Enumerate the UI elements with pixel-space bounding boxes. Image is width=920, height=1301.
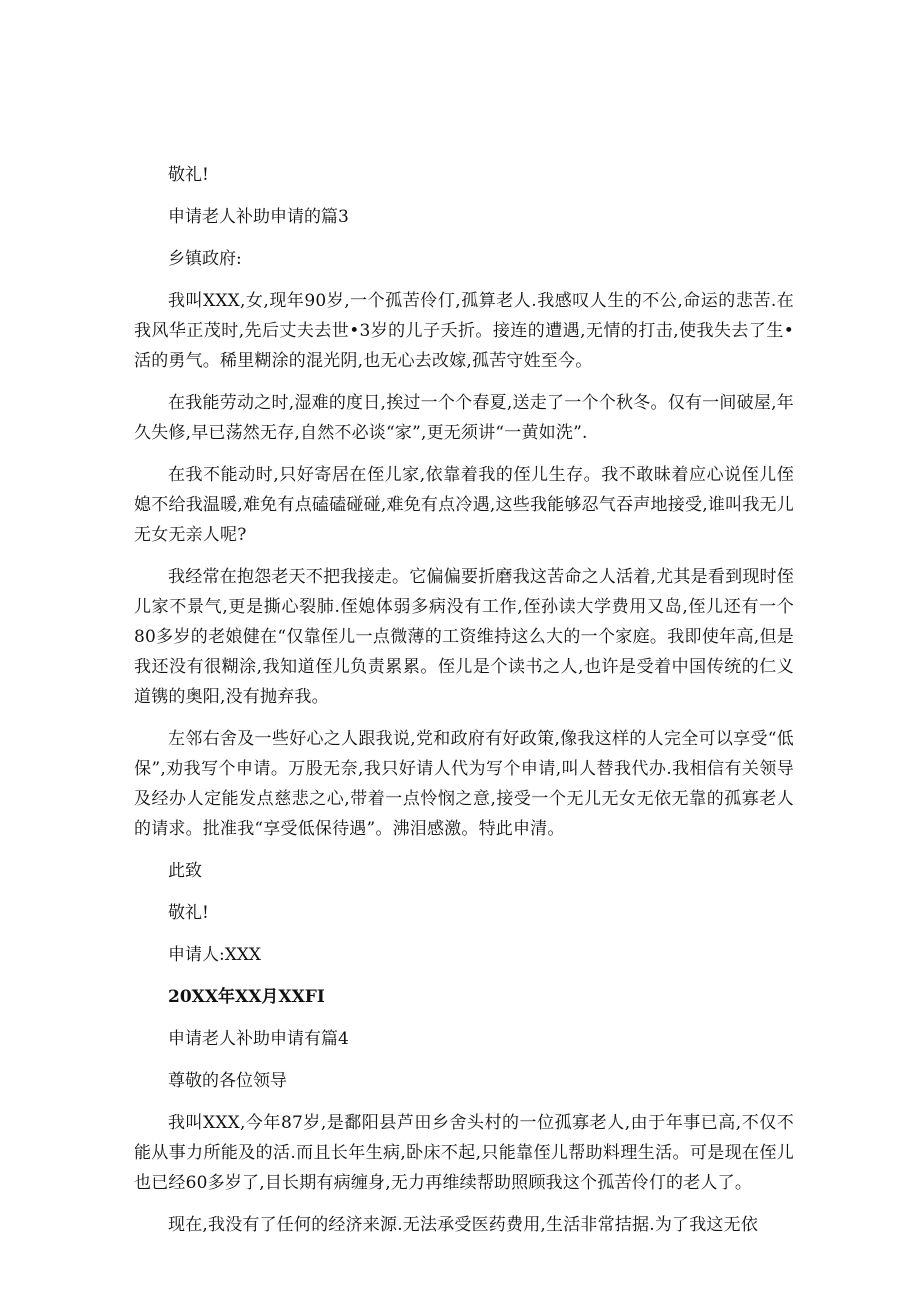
body-paragraph: 我叫XXX,女,现年90岁,一个孤苦伶仃,孤算老人.我感叹人生的不公,命运的悲苦.在我风华正茂时,先后丈夫去世•3岁的儿子夭折。接连的遭遇,无情的打击,使我失去了生•活的勇气。稀里糊涂的混光阴,也无心去改嫁,孤苦守姓至今。 — [134, 291, 794, 371]
text-line: 申请老人补助申请有篇4 — [168, 1029, 349, 1049]
body-paragraph: 我叫XXX,今年87岁,是鄱阳县芦田乡舍头村的一位孤寡老人,由于年事已高,不仅不能从事力所能及的活.而且长年生病,卧床不起,只能靠侄儿帮助料理生活。可是现在侄儿也已经60多岁了,目长期有病缠身,无力再维续帮助照顾我这个孤苦伶仃的老人了。 — [134, 1113, 794, 1193]
body-paragraph: 在我不能动时,只好寄居在侄儿家,依靠着我的侄儿生存。我不敢昧着应心说侄儿侄媳不给我温暖,难免有点磕磕碰碰,难免有点冷遇,这些我能够忍气吞声地接受,谁叫我无儿无女无亲人呢? — [134, 465, 794, 545]
body-paragraph: 我经常在抱怨老天不把我接走。它偏偏要折磨我这苦命之人活着,尤其是看到现时侄儿家不景气,更是撕心裂肺.侄媳体弱多病没有工作,侄孙读大学费用又岛,侄儿还有一个80多岁的老娘健在“仅靠侄儿一点微薄的工资维持这么大的一个家庭。我即使年高,但是我还没有很糊涂,我知道侄儿负责累累。侄儿是个读书之人,也许是受着中国传统的仁义道镌的奥阳,没有抛弃我。 — [134, 567, 794, 707]
text-line: 20XX年XX月XXFI — [168, 987, 325, 1007]
body-paragraph: 现在,我没有了任何的经济来源.无法承受医药费用,生活非常拮据.为了我这无依 — [168, 1215, 759, 1235]
text-line: 敬礼! — [168, 165, 209, 185]
document-body — [134, 160, 794, 1252]
body-paragraph: 左邻右舍及一些好心之人跟我说,党和政府有好政策,像我这样的人完全可以享受“低保”,劝我写个申请。万股无奈,我只好请人代为写个申请,叫人替我代办.我相信有关领导及经办人定能发点慈悲之心,带着一点怜悯之意,接受一个无儿无女无依无靠的孤寡老人的请求。批准我“享受低保待遇”。沸泪感激。特此申清。 — [134, 729, 794, 839]
text-line: 申请人:XXX — [168, 945, 262, 965]
text-line: 乡镇政府: — [168, 249, 242, 269]
text-line: 尊敬的各位领导 — [168, 1071, 287, 1091]
text-line: 申请老人补助申请的篇3 — [168, 207, 349, 227]
text-line: 敬礼! — [168, 903, 209, 923]
body-paragraph: 在我能劳动之时,湿难的度日,挨过一个个春夏,送走了一个个秋冬。仅有一间破屋,年久失修,早已荡然无存,自然不必谈“家”,更无须讲“一黄如洗”. — [134, 393, 794, 443]
text-line: 此致 — [168, 861, 202, 881]
